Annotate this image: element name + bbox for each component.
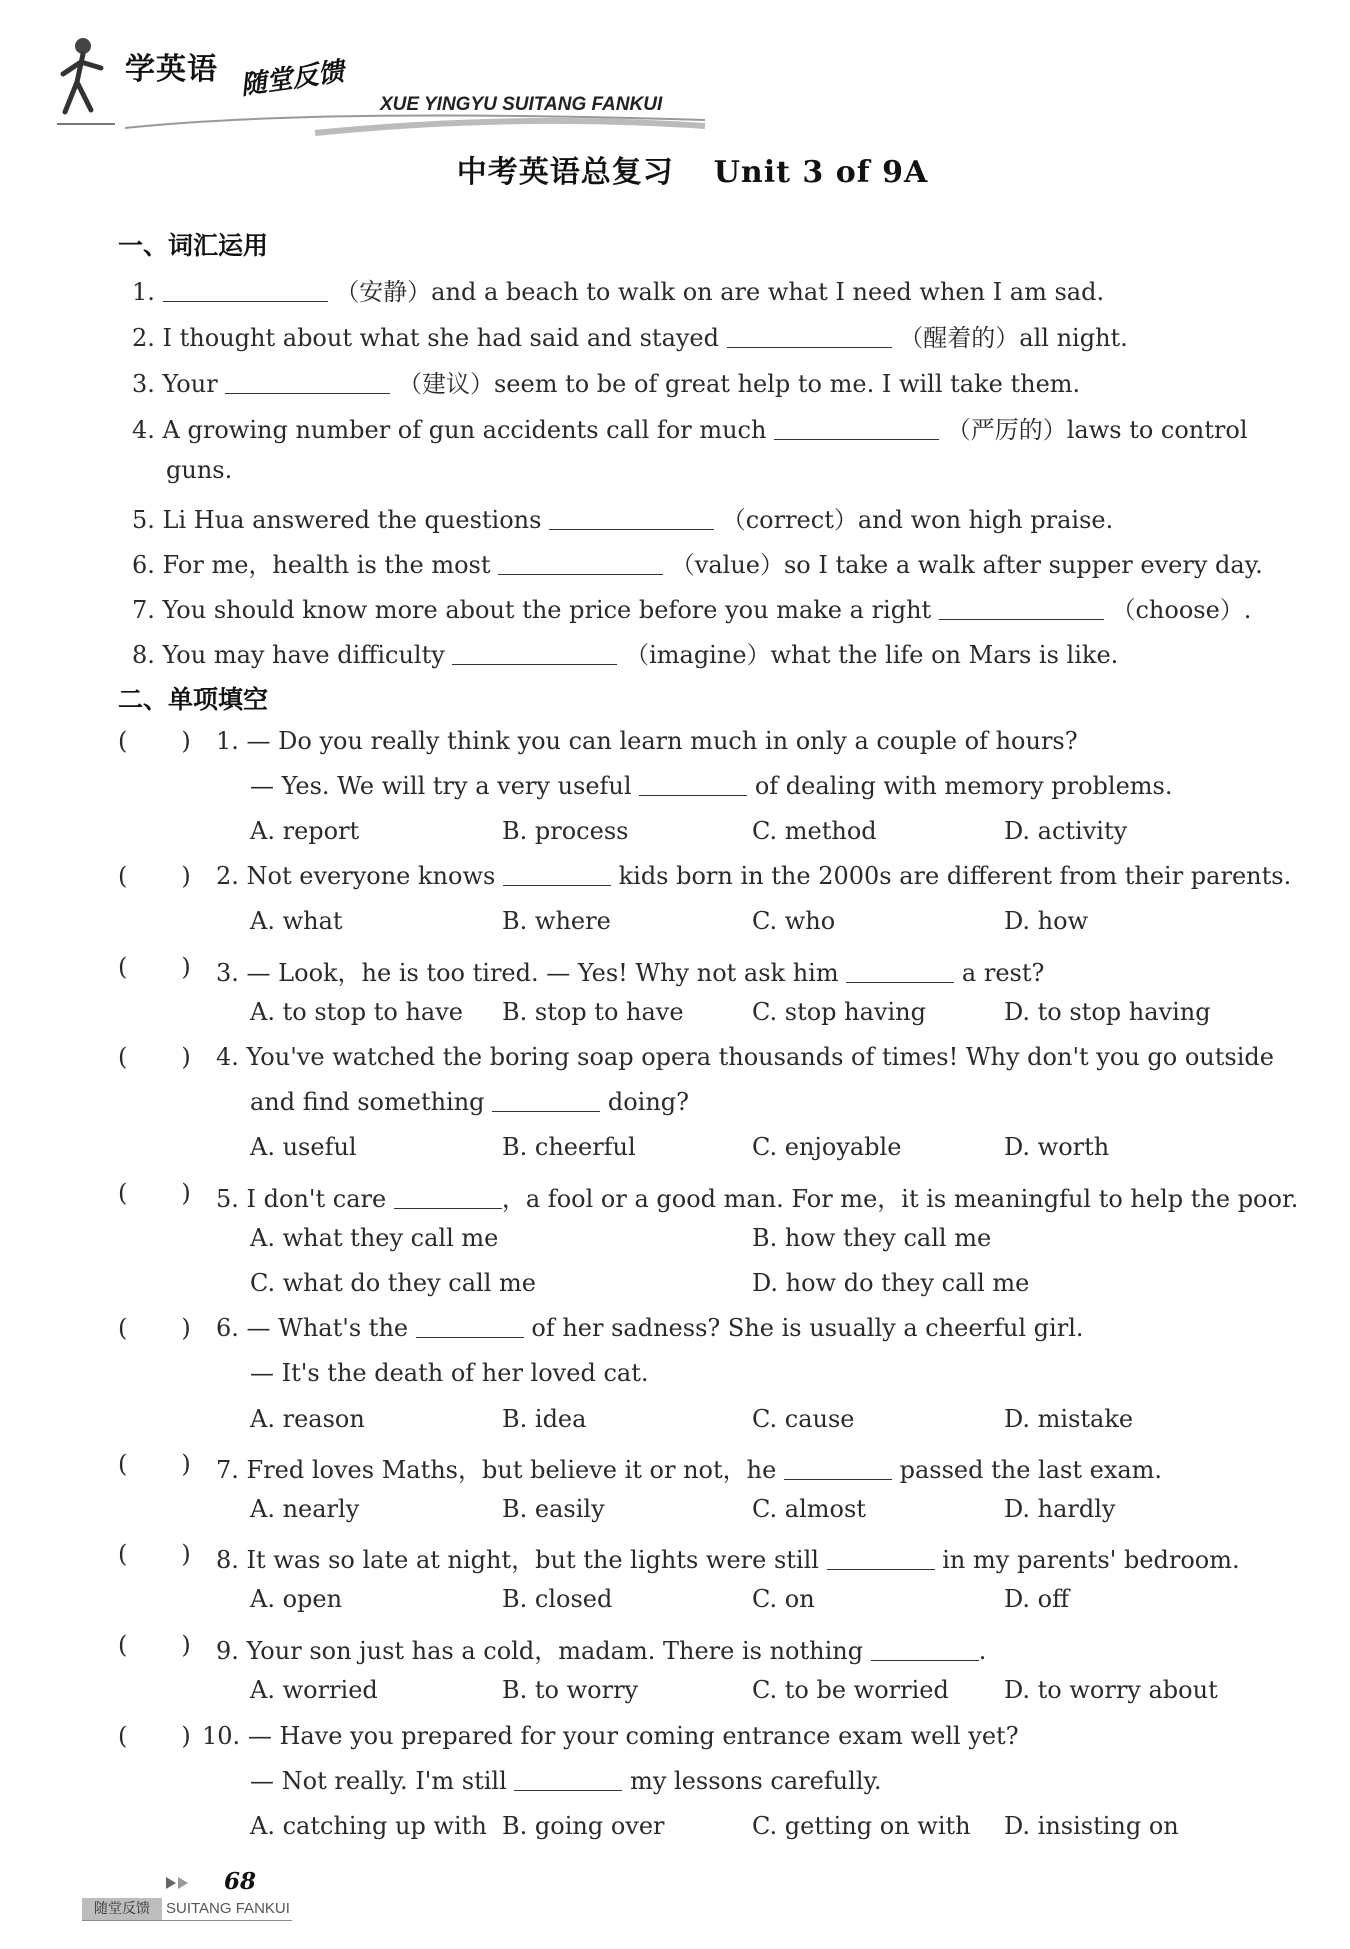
option-a: A. catching up with <box>250 1812 487 1840</box>
header-banner <box>55 18 695 128</box>
option-c: C. method <box>752 817 877 845</box>
vocab-item-4: 4. A growing number of gun accidents call for much （严厉的）laws to control <box>132 416 1248 444</box>
footer-tag: 随堂反馈 <box>82 1898 162 1920</box>
answer-blank[interactable] <box>416 1315 524 1338</box>
option-d: D. mistake <box>1004 1405 1134 1433</box>
option-b: B. cheerful <box>502 1133 636 1161</box>
answer-blank[interactable] <box>492 1089 600 1112</box>
option-a: A. report <box>250 817 360 845</box>
option-d: D. worth <box>1004 1133 1110 1161</box>
option-d: D. off <box>1004 1585 1070 1613</box>
vocab-item-7: 7. You should know more about the price before you make a right （choose）. <box>132 596 1252 624</box>
answer-blank[interactable] <box>503 863 611 886</box>
footer-pinyin: SUITANG FANKUI <box>166 1900 290 1917</box>
footer-divider <box>82 1920 292 1921</box>
option-a: A. open <box>250 1585 343 1613</box>
banner-subtitle: 随堂反馈 <box>238 56 346 102</box>
answer-blank[interactable] <box>452 642 617 665</box>
option-d: D. insisting on <box>1004 1812 1179 1840</box>
answer-blank[interactable] <box>784 1457 892 1480</box>
option-d: D. how <box>1004 907 1089 935</box>
question-7-line-1: 7. Fred loves Maths，but believe it or not，he passed the last exam. <box>216 1456 1163 1484</box>
question-5-line-1: 5. I don't care ，a fool or a good man. For me，it is meaningful to help the poor. <box>216 1185 1299 1213</box>
answer-bracket[interactable]: ( ) <box>118 727 191 755</box>
double-arrow-icon <box>164 1874 204 1892</box>
answer-blank[interactable] <box>394 1186 502 1209</box>
option-d: D. activity <box>1004 817 1128 845</box>
question-10-line-1: 10. — Have you prepared for your coming entrance exam well yet? <box>202 1722 1019 1750</box>
vocab-item-5: 5. Li Hua answered the questions （correct）and won high praise. <box>132 506 1114 534</box>
option-c: C. almost <box>752 1495 866 1523</box>
option-c: C. getting on with <box>752 1812 971 1840</box>
answer-blank[interactable] <box>774 417 939 440</box>
answer-blank[interactable] <box>163 279 328 302</box>
answer-blank[interactable] <box>939 597 1104 620</box>
answer-bracket[interactable]: ( ) <box>118 1179 191 1207</box>
answer-blank[interactable] <box>639 773 747 796</box>
banner-pinyin: XUE YINGYU SUITANG FANKUI <box>380 94 663 115</box>
answer-blank[interactable] <box>846 960 954 983</box>
question-4-line-2: and find something doing? <box>250 1088 690 1116</box>
vocab-item-6: 6. For me，health is the most （value）so I take a walk after supper every day. <box>132 551 1263 579</box>
answer-bracket[interactable]: ( ) <box>118 1631 191 1659</box>
title-en: Unit 3 of 9A <box>713 155 929 190</box>
vocab-item-1: 1. （安静）and a beach to walk on are what I need when I am sad. <box>132 278 1105 306</box>
question-2-line-1: 2. Not everyone knows kids born in the 2000s are different from their parents. <box>216 862 1292 890</box>
section-heading-vocabulary: 一、词汇运用 <box>118 231 269 260</box>
answer-blank[interactable] <box>225 371 390 394</box>
answer-blank[interactable] <box>498 552 663 575</box>
option-d: D. to worry about <box>1004 1676 1218 1704</box>
answer-bracket[interactable]: ( ) <box>118 1540 191 1568</box>
option-a: A. reason <box>250 1405 365 1433</box>
option-d: D. how do they call me <box>752 1269 1030 1297</box>
question-6-line-2: — It's the death of her loved cat. <box>250 1359 649 1387</box>
answer-bracket[interactable]: ( ) <box>118 1722 191 1750</box>
answer-blank[interactable] <box>727 325 892 348</box>
option-b: B. idea <box>502 1405 587 1433</box>
answer-blank[interactable] <box>871 1638 979 1661</box>
option-a: A. nearly <box>250 1495 360 1523</box>
option-c: C. who <box>752 907 836 935</box>
option-b: B. going over <box>502 1812 665 1840</box>
option-b: B. where <box>502 907 611 935</box>
title-cn: 中考英语总复习 <box>456 155 674 190</box>
answer-bracket[interactable]: ( ) <box>118 1043 191 1071</box>
question-1-line-2: — Yes. We will try a very useful of dealing with memory problems. <box>250 772 1173 800</box>
question-10-line-2: — Not really. I'm still my lessons carefully. <box>250 1767 882 1795</box>
question-8-line-1: 8. It was so late at night，but the lights were still in my parents' bedroom. <box>216 1546 1240 1574</box>
option-b: B. stop to have <box>502 998 684 1026</box>
answer-blank[interactable] <box>827 1547 935 1570</box>
answer-blank[interactable] <box>549 507 714 530</box>
option-b: B. closed <box>502 1585 613 1613</box>
question-1-line-1: 1. — Do you really think you can learn much in only a couple of hours? <box>216 727 1078 755</box>
option-c: C. what do they call me <box>250 1269 536 1297</box>
option-a: A. what they call me <box>250 1224 499 1252</box>
question-4-line-1: 4. You've watched the boring soap opera thousands of times! Why don't you go outside <box>216 1043 1274 1071</box>
vocab-item-2: 2. I thought about what she had said and stayed （醒着的）all night. <box>132 324 1128 352</box>
question-3-line-1: 3. — Look，he is too tired. — Yes! Why not ask him a rest? <box>216 959 1045 987</box>
page-number: 68 <box>224 1868 257 1895</box>
option-c: C. cause <box>752 1405 855 1433</box>
option-c: C. enjoyable <box>752 1133 902 1161</box>
answer-bracket[interactable]: ( ) <box>118 1314 191 1342</box>
option-d: D. hardly <box>1004 1495 1116 1523</box>
option-a: A. to stop to have <box>250 998 463 1026</box>
option-b: B. process <box>502 817 629 845</box>
option-b: B. how they call me <box>752 1224 992 1252</box>
vocab-item-3: 3. Your （建议）seem to be of great help to me. I will take them. <box>132 370 1081 398</box>
section-heading-multiple-choice: 二、单项填空 <box>118 685 269 714</box>
answer-blank[interactable] <box>514 1768 622 1791</box>
option-d: D. to stop having <box>1004 998 1211 1026</box>
question-9-line-1: 9. Your son just has a cold，madam. There is nothing . <box>216 1637 987 1665</box>
answer-bracket[interactable]: ( ) <box>118 862 191 890</box>
answer-bracket[interactable]: ( ) <box>118 1450 191 1478</box>
option-a: A. useful <box>250 1133 357 1161</box>
answer-bracket[interactable]: ( ) <box>118 953 191 981</box>
option-b: B. easily <box>502 1495 605 1523</box>
banner-title: 学英语 <box>125 52 218 87</box>
question-6-line-1: 6. — What's the of her sadness? She is usually a cheerful girl. <box>216 1314 1084 1342</box>
option-a: A. worried <box>250 1676 378 1704</box>
vocab-item-4-continued: guns. <box>166 456 233 484</box>
option-b: B. to worry <box>502 1676 639 1704</box>
option-c: C. to be worried <box>752 1676 949 1704</box>
option-c: C. on <box>752 1585 815 1613</box>
vocab-item-8: 8. You may have difficulty （imagine）what the life on Mars is like. <box>132 641 1119 669</box>
page-title <box>0 147 1350 191</box>
option-c: C. stop having <box>752 998 926 1026</box>
option-a: A. what <box>250 907 343 935</box>
